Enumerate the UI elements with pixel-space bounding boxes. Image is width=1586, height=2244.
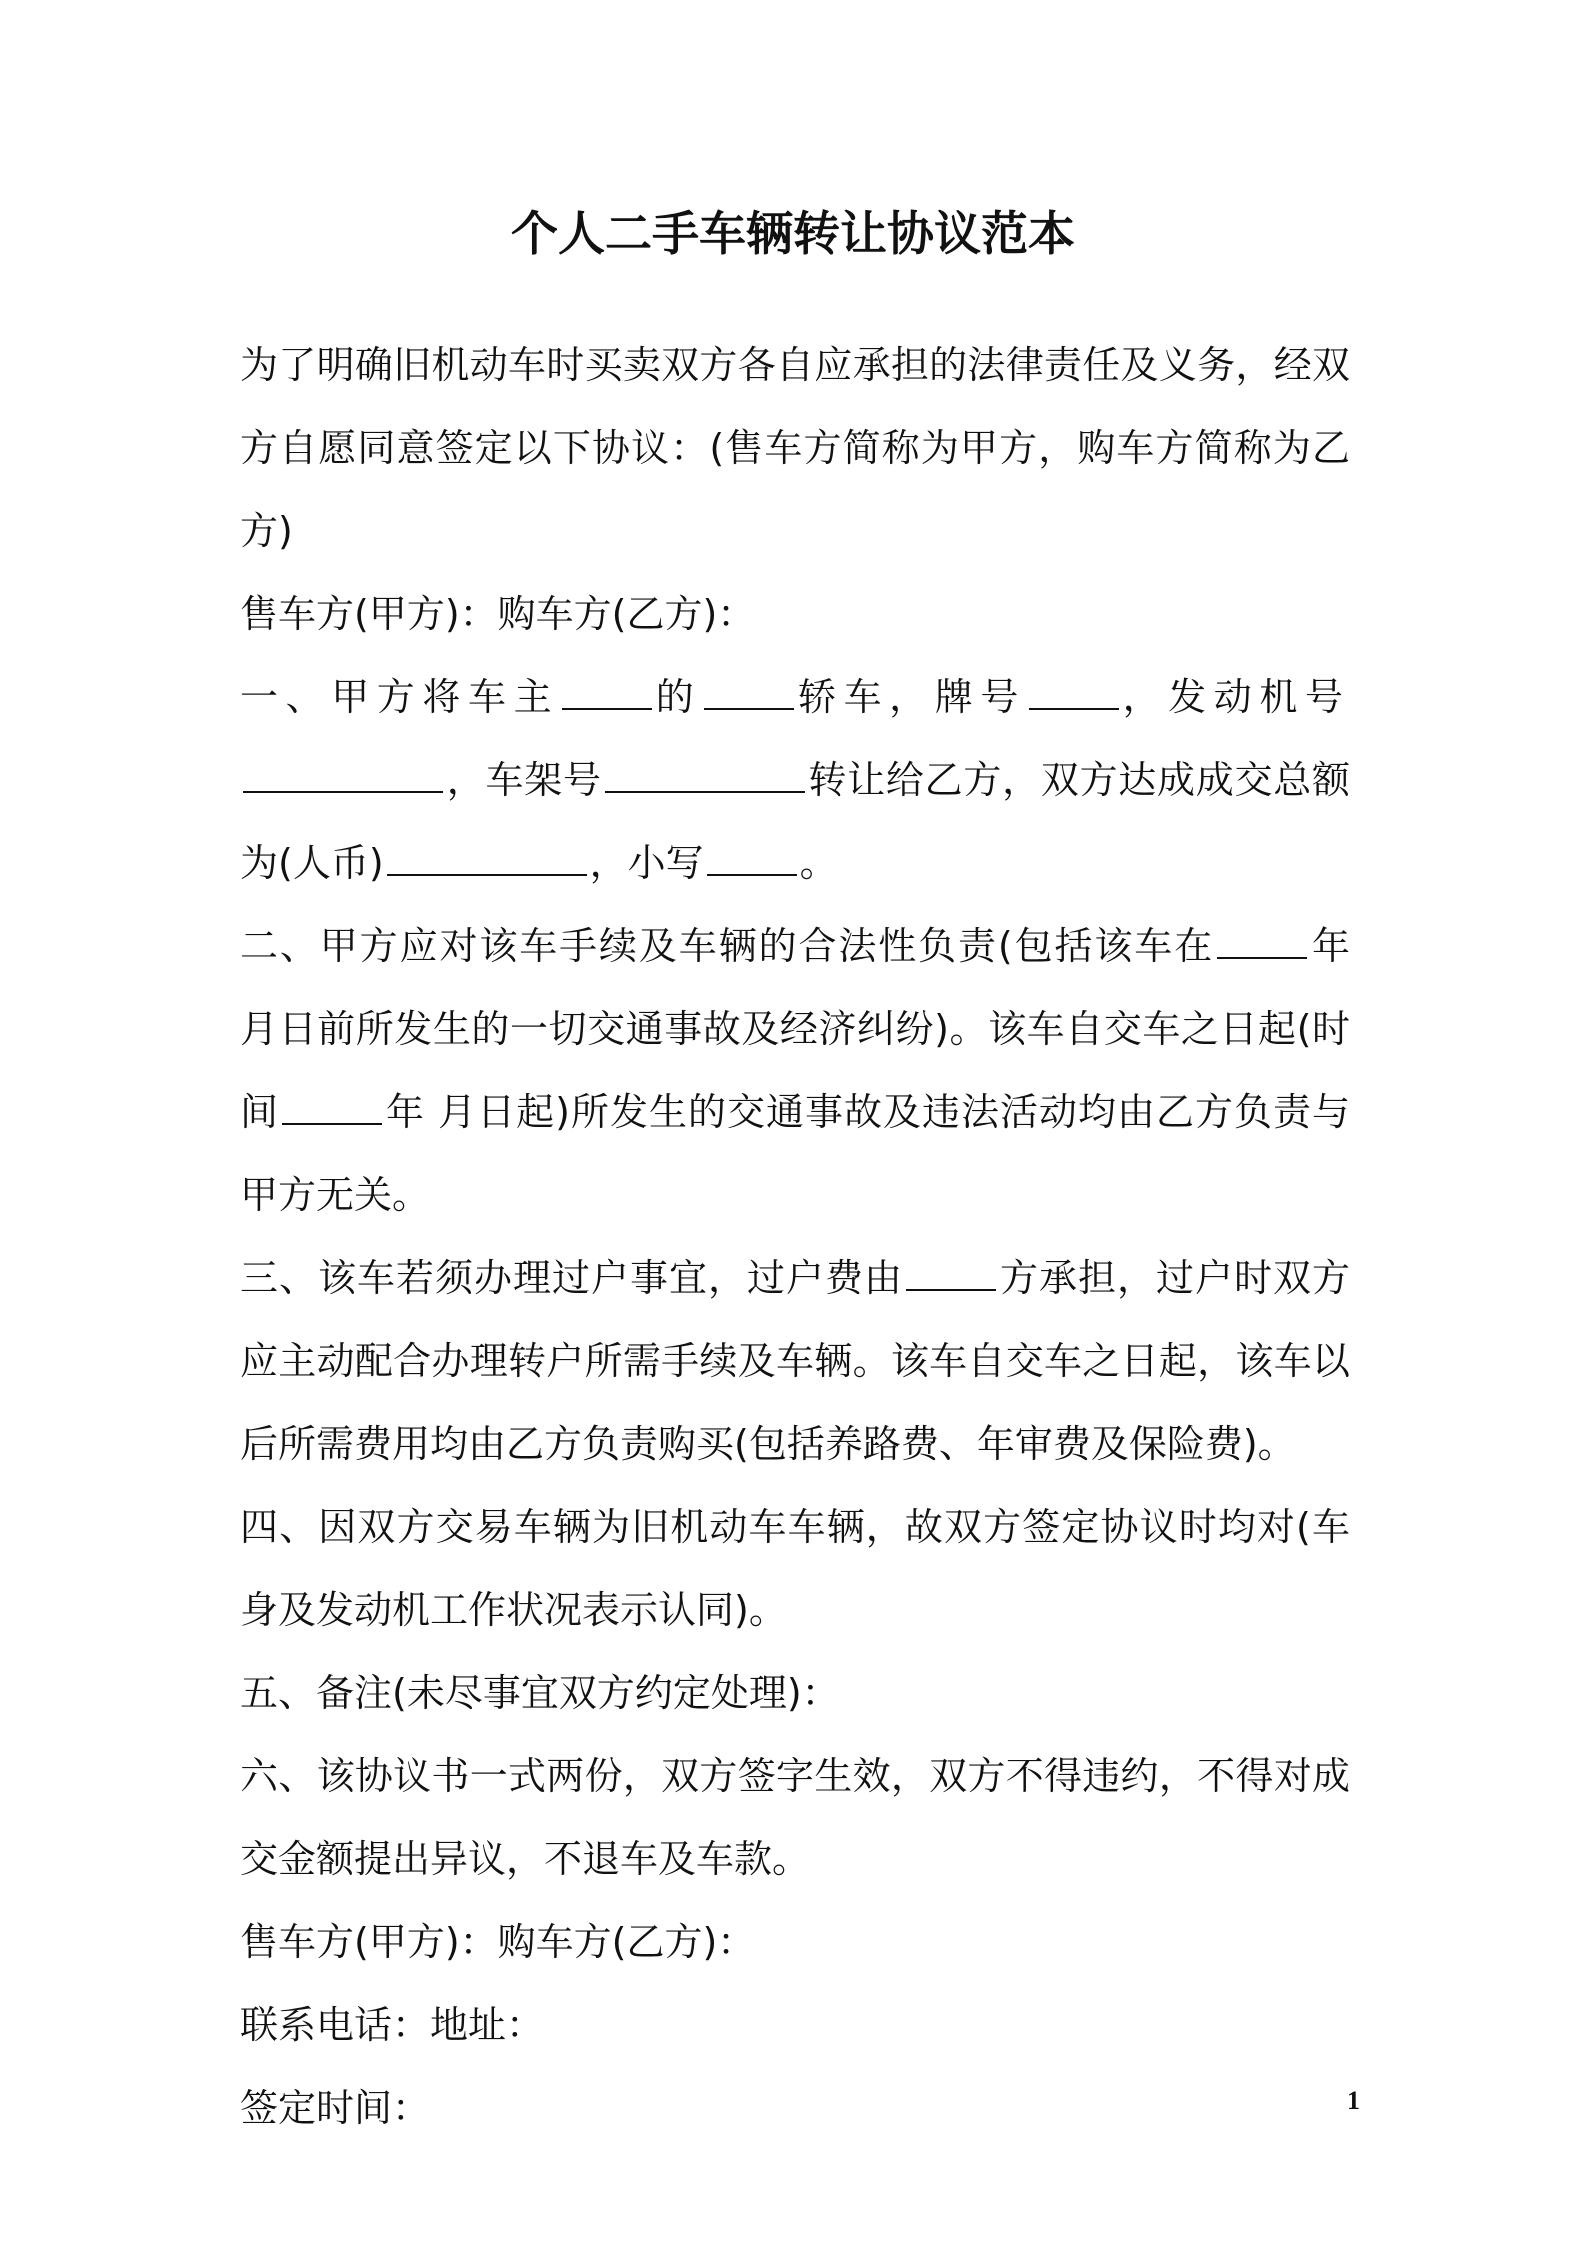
clause-1-part-h: 。 <box>799 841 838 885</box>
clause-2-part-c: 年 月日起)所发生的交通事故及违法活动均由乙方负责与甲方无关。 <box>240 1090 1350 1217</box>
clause-1-part-f: 转让给乙方，双方达成成交总额为(人币) <box>240 758 1350 885</box>
contact-line: 联系电话：地址： <box>240 2003 545 2047</box>
clause-2-part-a: 二、甲方应对该车手续及车辆的合法性负责(包括该车在 <box>240 924 1215 968</box>
blank-date-before <box>1217 927 1307 959</box>
document-body <box>240 324 1350 2150</box>
clause-1-part-b: 的 <box>655 675 702 719</box>
blank-owner <box>562 678 652 710</box>
parties-line: 售车方(甲方)：购车方(乙方)： <box>240 592 756 636</box>
blank-engine-number <box>243 761 443 793</box>
clause-6: 六、该协议书一式两份，双方签字生效，双方不得违约，不得对成交金额提出异议，不退车及车款。 <box>240 1754 1350 1881</box>
clause-3-part-a: 三、该车若须办理过户事宜，过户费由 <box>240 1256 903 1300</box>
clause-1-part-d: ，发动机号 <box>1121 675 1350 719</box>
clause-4: 四、因双方交易车辆为旧机动车车辆，故双方签定协议时均对(车身及发动机工作状况表示认同)。 <box>240 1505 1350 1632</box>
page-number: 1 <box>1347 2086 1360 2115</box>
clause-1-part-c: 轿车，牌号 <box>797 675 1026 719</box>
clause-3 <box>240 1237 1350 1486</box>
clause-5: 五、备注(未尽事宜双方约定处理)： <box>240 1671 840 1715</box>
document-title: 个人二手车辆转让协议范本 <box>511 207 1075 262</box>
clause-1-part-e: ，车架号 <box>446 758 602 802</box>
clause-1-part-g: ，小写 <box>589 841 704 885</box>
clause-2 <box>240 905 1350 1237</box>
signature-parties: 售车方(甲方)：购车方(乙方)： <box>240 1920 756 1964</box>
sign-date-line: 签定时间： <box>240 2086 431 2130</box>
blank-car-model <box>704 678 794 710</box>
clause-1-part-a: 一、甲方将车主 <box>240 675 560 719</box>
blank-amount-words <box>387 844 587 876</box>
clause-1 <box>240 656 1350 905</box>
blank-date-from <box>282 1093 382 1125</box>
clause-2-part-b: 年 月日前所发生的一切交通事故及经济纠纷)。该车自交车之日起(时间 <box>240 924 1350 1134</box>
blank-frame-number <box>605 761 805 793</box>
intro-paragraph: 为了明确旧机动车时买卖双方各自应承担的法律责任及义务，经双方自愿同意签定以下协议：(售车方简称为甲方，购车方简称为乙方) <box>240 343 1350 553</box>
blank-transfer-fee-party <box>906 1259 996 1291</box>
blank-plate-number <box>1029 678 1119 710</box>
blank-amount-figures <box>707 844 797 876</box>
clause-3-part-b: 方承担，过户时双方应主动配合办理转户所需手续及车辆。该车自交车之日起，该车以后所需费用均由乙方负责购买(包括养路费、年审费及保险费)。 <box>240 1256 1350 1466</box>
